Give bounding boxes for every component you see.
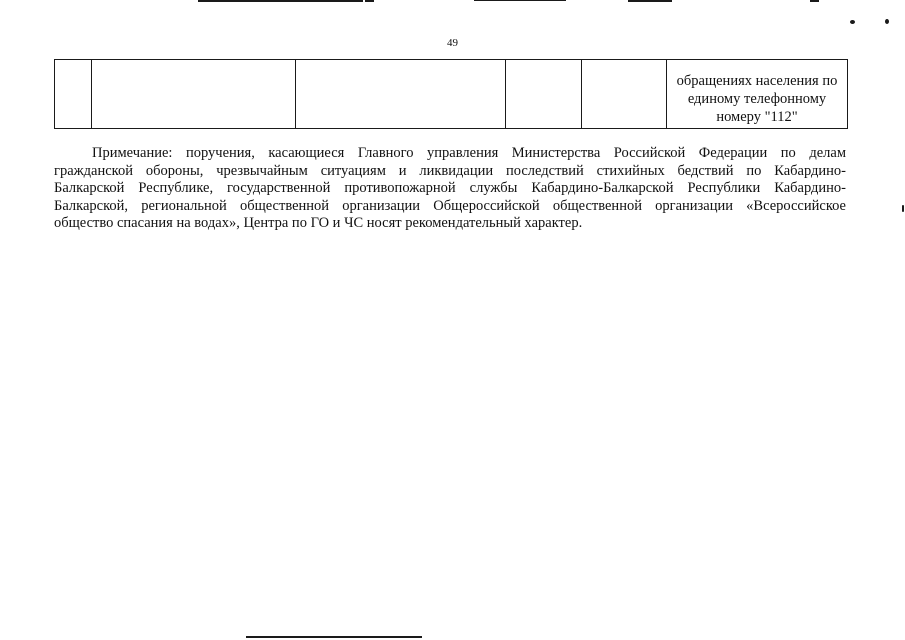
table-cell-line: номеру "112" xyxy=(716,109,798,125)
table-column-divider xyxy=(91,60,92,128)
scan-artifact xyxy=(365,0,374,2)
table-column-divider xyxy=(505,60,506,128)
table-cell-last xyxy=(667,72,847,126)
scan-speck xyxy=(850,20,855,24)
note-line: гражданской обороны, чрезвычайным ситуациям и ликвидации последствий стихийных бедствий по Кабардино- xyxy=(54,162,846,179)
note-line: Балкарской Республике, государственной противопожарной службы Кабардино-Балкарской Республики Кабардино- xyxy=(54,180,846,196)
scan-artifact xyxy=(810,0,819,2)
note-line: Балкарской, региональной общественной организации Общероссийской общественной организации «Всероссийское xyxy=(54,197,846,214)
table-row xyxy=(54,59,848,129)
table-column-divider xyxy=(581,60,582,128)
note-line: Примечание: поручения, касающиеся Главного управления Министерства Российской Федерации по делам xyxy=(92,145,846,161)
note-line: общество спасания на водах», Центра по ГО и ЧС носят рекомендательный характер. xyxy=(54,215,583,231)
scan-artifact xyxy=(628,0,672,2)
page-number: 49 xyxy=(447,37,458,49)
footer-rule xyxy=(246,636,422,638)
scan-artifact xyxy=(474,0,566,1)
table-cell-line: единому телефонному xyxy=(687,91,827,107)
note-paragraph xyxy=(54,145,846,233)
scan-speck xyxy=(902,205,904,212)
table-cell-line: обращениях населения по xyxy=(676,73,838,89)
scan-speck xyxy=(885,19,889,24)
table-column-divider xyxy=(295,60,296,128)
scan-artifact xyxy=(198,0,363,2)
